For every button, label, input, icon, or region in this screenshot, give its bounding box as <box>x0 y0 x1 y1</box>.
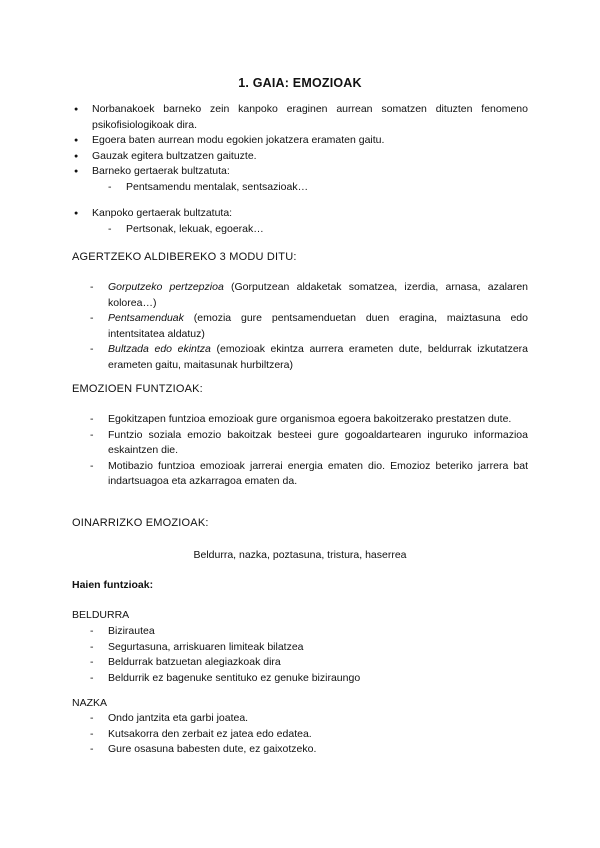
disgust-item: - Gure osasuna babesten dute, ez gaixotzeko. <box>72 742 528 758</box>
external-list <box>72 206 528 222</box>
functions-section <box>72 412 528 490</box>
mode-item <box>72 311 528 342</box>
function-item: - Motibazio funtzioa emozioak jarrerai energia ematen dio. Emozioz beteriko jarrera bat indartsuagoa eta azkarragoa ematen da. <box>72 459 528 490</box>
functions-list <box>72 412 528 490</box>
external-sub-item: - Pertsonak, lekuak, egoerak… <box>72 222 528 238</box>
mode-item <box>72 280 528 311</box>
disgust-section <box>72 711 528 758</box>
mode-term: Bultzada edo ekintza <box>108 343 211 355</box>
mode-text: (emozioak ekintza aurrera erameten dute, beldurrak izkutatzera erameten gaitu, maitasunak hurbiltzera) <box>108 343 529 371</box>
intro-item: ● Gauzak egitera bultzatzen gaituzte. <box>72 149 528 165</box>
internal-sub-item: - Pentsamendu mentalak, sentsazioak… <box>72 180 528 196</box>
fear-section <box>72 624 528 686</box>
modes-list <box>72 280 528 373</box>
fear-list <box>72 624 528 686</box>
fear-item: - Bizirautea <box>72 624 528 640</box>
functions-label: Haien funtzioak: <box>72 579 154 591</box>
intro-item: ● Barneko gertaerak bultzatuta: <box>72 164 528 180</box>
disgust-item: - Ondo jantzita eta garbi joatea. <box>72 711 528 727</box>
mode-text: (Gorputzean aldaketak somatzea, izerdia, arnasa, azalaren kolorea…) <box>108 281 529 309</box>
fear-heading: BELDURRA <box>72 609 130 621</box>
basic-heading: OINARRIZKO EMOZIOAK: <box>72 517 209 529</box>
mode-term: Gorputzeko pertzepzioa <box>108 281 224 293</box>
external-item: ● Kanpoko gertaerak bultzatuta: <box>72 206 528 222</box>
modes-heading: AGERTZEKO ALDIBEREKO 3 MODU DITU: <box>72 251 297 263</box>
fear-item: - Beldurrak batzuetan alegiazkoak dira <box>72 655 528 671</box>
intro-item: ● Egoera baten aurrean modu egokien jokatzera eramaten gaitu. <box>72 133 528 149</box>
functions-heading: EMOZIOEN FUNTZIOAK: <box>72 383 203 395</box>
disgust-list <box>72 711 528 758</box>
disgust-heading: NAZKA <box>72 697 108 709</box>
intro-list <box>72 102 528 180</box>
mode-term: Pentsamenduak <box>108 312 184 324</box>
mode-item <box>72 342 528 373</box>
fear-item: - Segurtasuna, arriskuaren limiteak bilatzea <box>72 640 528 656</box>
basic-emotions-list: Beldurra, nazka, poztasuna, tristura, haserrea <box>193 549 407 561</box>
intro-item: ● Norbanakoek barneko zein kanpoko eraginen aurrean somatzen dituzten fenomeno psikofisiologikoak dira. <box>72 102 528 133</box>
external-section <box>72 206 528 237</box>
intro-section <box>72 102 528 195</box>
function-item: - Funtzio soziala emozio bakoitzak besteei gure gogoaldartearen inguruko informazioa eskaintzen die. <box>72 428 528 459</box>
function-item: - Egokitzapen funtzioa emozioak gure organismoa egoera bakoitzerako prestatzen dute. <box>72 412 528 428</box>
modes-section <box>72 280 528 373</box>
page-title: 1. GAIA: EMOZIOAK <box>238 76 362 90</box>
mode-text: (emozia gure pentsamenduetan duen eragina, maiztasuna edo intentsitatea aldatuz) <box>108 312 528 340</box>
disgust-item: - Kutsakorra den zerbait ez jatea edo edatea. <box>72 727 528 743</box>
fear-item: - Beldurrik ez bagenuke sentituko ez genuke biziraungo <box>72 671 528 687</box>
